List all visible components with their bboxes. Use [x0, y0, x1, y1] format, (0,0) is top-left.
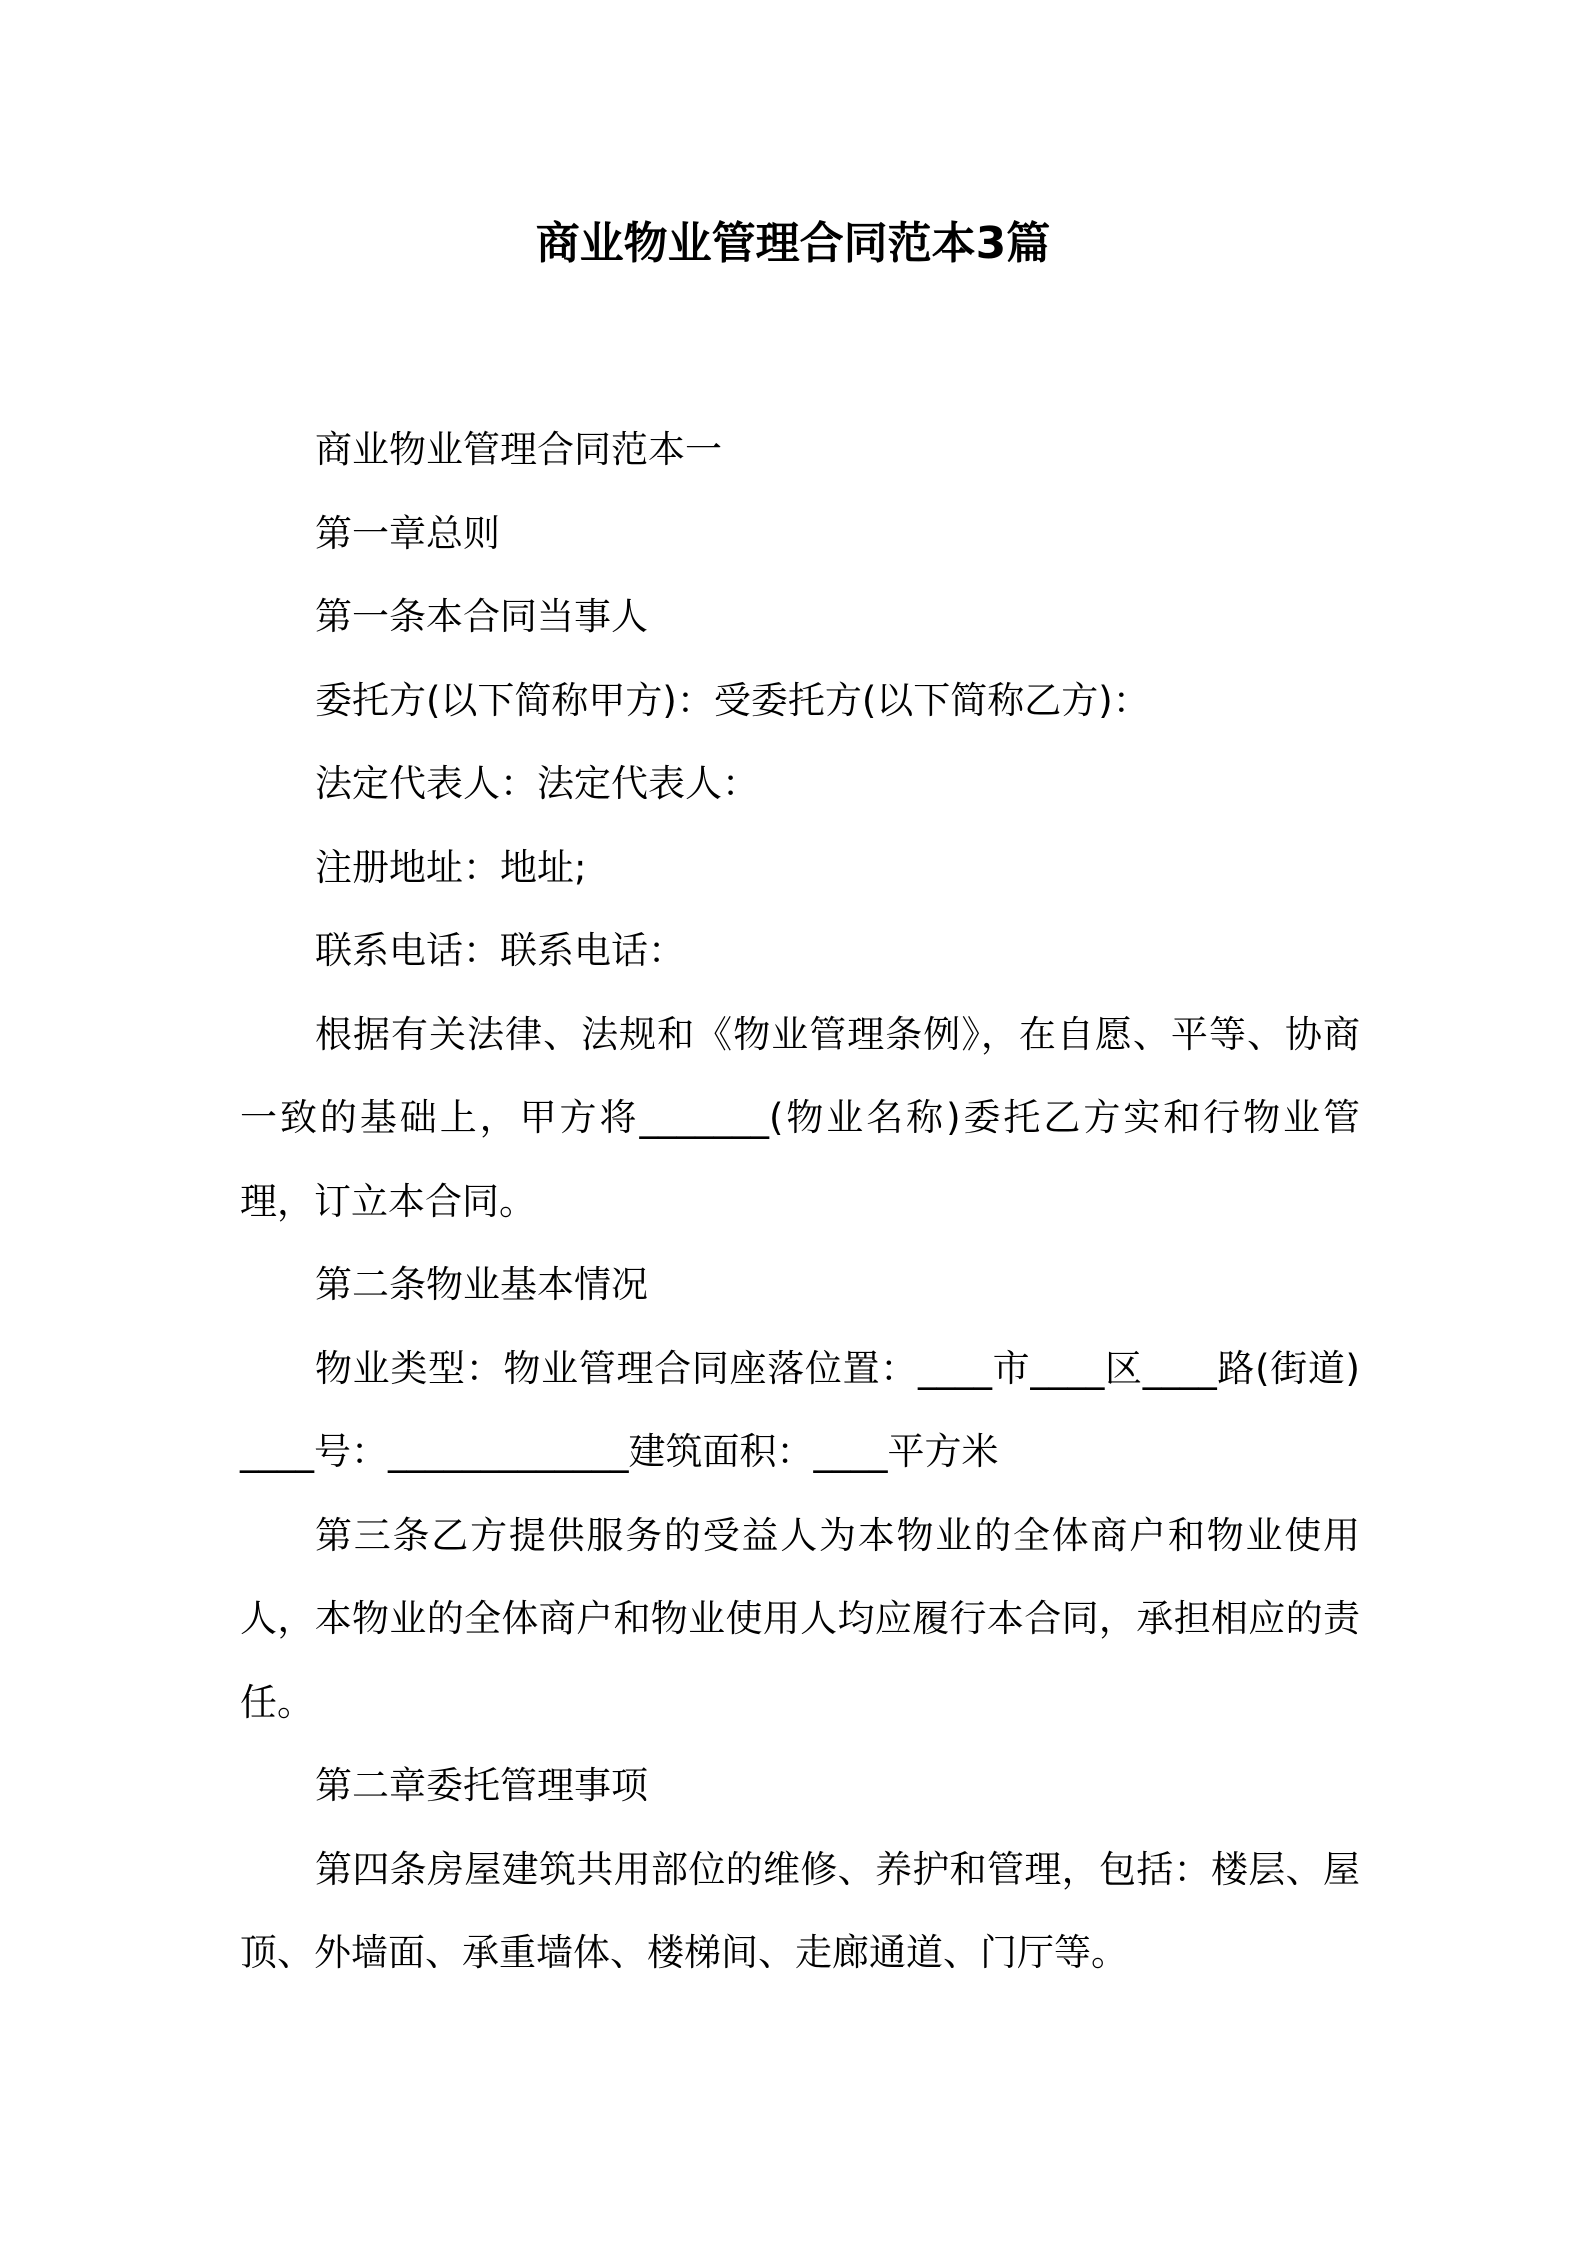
paragraph: 第四条房屋建筑共用部位的维修、养护和管理，包括：楼层、屋顶、外墙面、承重墙体、楼梯间、走廊通道、门厅等。	[240, 1847, 1360, 1974]
paragraph: 法定代表人：法定代表人：	[315, 762, 759, 805]
document-title: 商业物业管理合同范本3篇	[535, 218, 1051, 269]
paragraph: 物业类型：物业管理合同座落位置：____市____区____路(街道)____号：_____________建筑面积：____平方米	[240, 1346, 1360, 1473]
paragraph: 联系电话：联系电话：	[315, 929, 685, 972]
paragraph: 根据有关法律、法规和《物业管理条例》，在自愿、平等、协商一致的基础上，甲方将_______(物业名称)委托乙方实和行物业管理，订立本合同。	[240, 1012, 1360, 1223]
article-heading: 第二条物业基本情况	[315, 1263, 648, 1306]
paragraph: 第三条乙方提供服务的受益人为本物业的全体商户和物业使用人，本物业的全体商户和物业使用人均应履行本合同，承担相应的责任。	[240, 1513, 1360, 1724]
document-body	[240, 408, 1360, 1995]
article-heading: 第一条本合同当事人	[315, 595, 648, 638]
section-heading: 商业物业管理合同范本一	[315, 428, 722, 471]
paragraph: 委托方(以下简称甲方)：受委托方(以下简称乙方)：	[315, 678, 1150, 722]
chapter-heading: 第二章委托管理事项	[315, 1764, 648, 1807]
chapter-heading: 第一章总则	[315, 511, 500, 555]
paragraph: 注册地址：地址;	[315, 845, 587, 889]
